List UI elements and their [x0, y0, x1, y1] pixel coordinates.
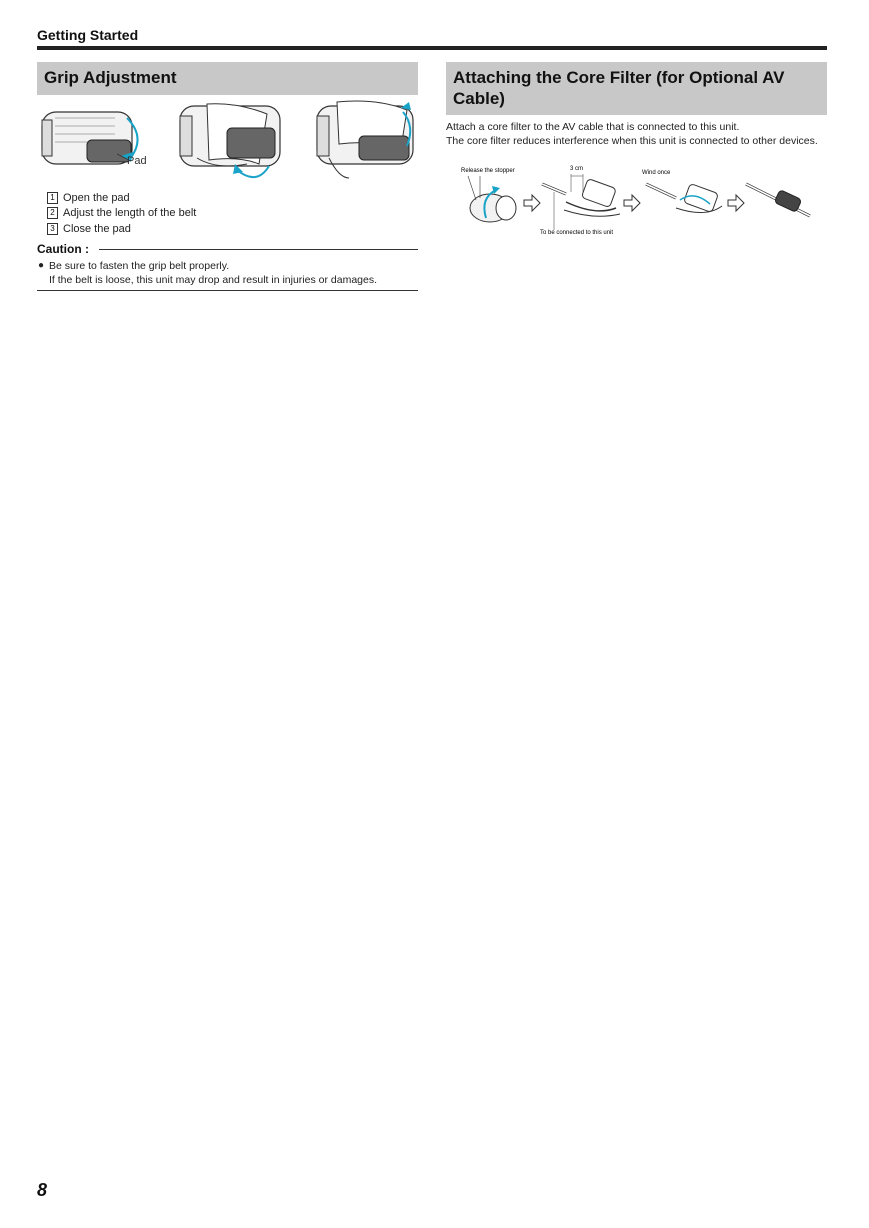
caution-text-line-1: Be sure to fasten the grip belt properly. — [49, 260, 230, 272]
connect-to-unit-label: To be connected to this unit — [540, 230, 614, 236]
camera-adjust-belt-figure — [180, 104, 280, 177]
bullet-icon: ● — [38, 260, 45, 271]
pad-label: Pad — [127, 155, 147, 167]
wind-once-figure — [646, 183, 722, 212]
next-arrow-icon — [624, 195, 640, 211]
step-number-badge: 2 — [47, 207, 58, 219]
next-arrow-icon — [524, 195, 540, 211]
core-filter-figure — [468, 176, 516, 222]
next-arrow-icon — [728, 195, 744, 211]
release-stopper-label: Release the stopper — [461, 168, 515, 174]
wind-once-label: Wind once — [642, 170, 671, 176]
page-number: 8 — [37, 1180, 48, 1200]
list-item — [47, 190, 196, 206]
list-item — [47, 221, 196, 237]
caution-bottom-divider — [37, 290, 418, 291]
core-filter-line-1: Attach a core filter to the AV cable that is connected to this unit. — [446, 121, 740, 133]
camera-close-pad-figure — [317, 101, 413, 178]
grip-adjustment-illustration — [37, 98, 418, 188]
step-number-badge: 1 — [47, 192, 58, 204]
section-label: Getting Started — [37, 27, 139, 43]
camera-open-pad-figure — [42, 112, 138, 164]
step-text: Adjust the length of the belt — [63, 207, 197, 220]
core-filter-line-2: The core filter reduces interference when this unit is connected to other devices. — [446, 134, 818, 147]
finished-filter-figure — [746, 184, 810, 216]
header-rule — [37, 46, 827, 50]
list-item — [47, 206, 196, 222]
caution-title: Caution : — [37, 242, 89, 256]
step-text: Close the pad — [63, 222, 131, 235]
caution-divider — [99, 249, 418, 250]
step-text: Open the pad — [63, 191, 130, 204]
caution-text-line-2: If the belt is loose, this unit may drop and result in injuries or damages. — [49, 274, 378, 286]
open-filter-with-cable-figure — [542, 174, 620, 230]
core-filter-description — [446, 121, 827, 148]
step-number-badge: 3 — [47, 223, 58, 235]
grip-adjustment-heading: Grip Adjustment — [37, 62, 418, 95]
core-filter-illustration — [446, 162, 827, 238]
grip-step-list — [47, 190, 196, 237]
core-filter-heading: Attaching the Core Filter (for Optional AV Cable) — [446, 62, 827, 115]
three-cm-label: 3 cm — [570, 166, 584, 172]
